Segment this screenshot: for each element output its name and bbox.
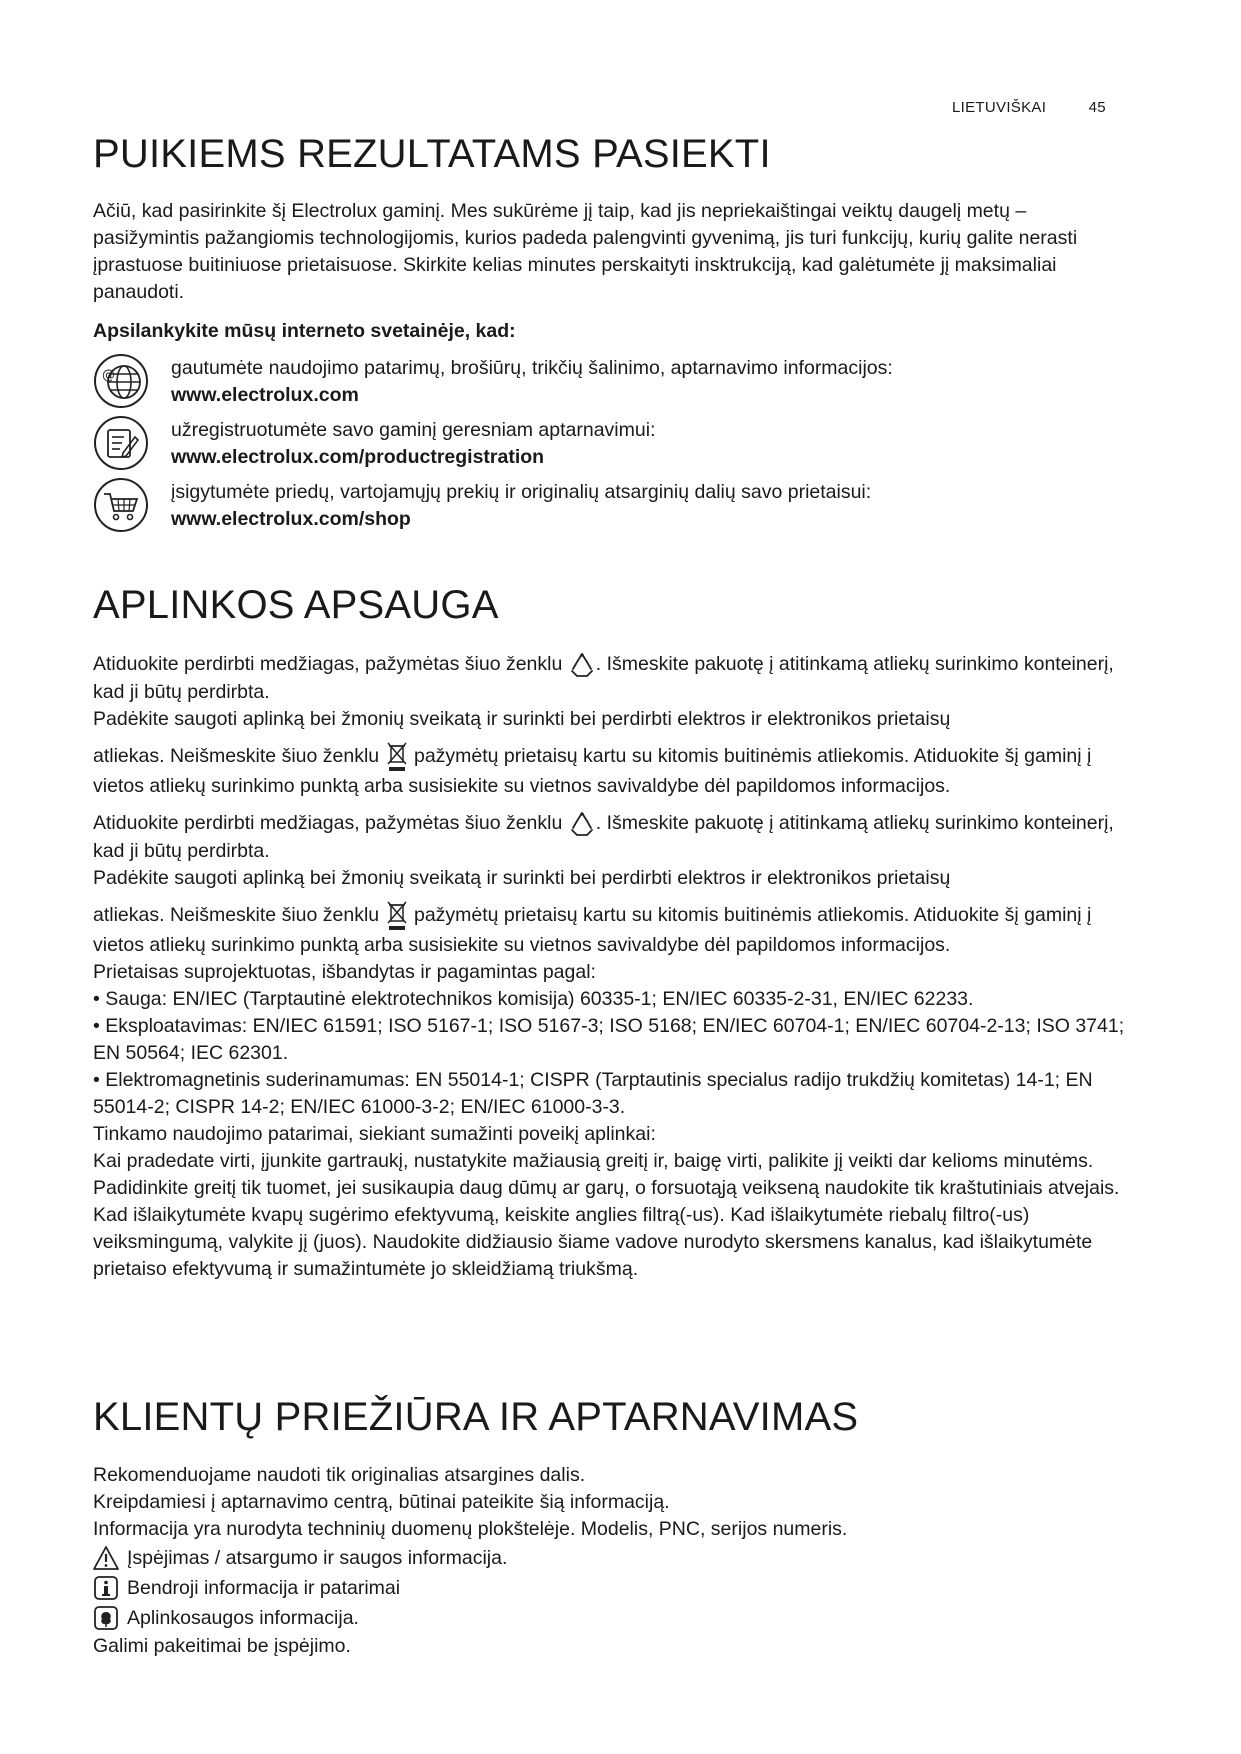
legend-warning [93,1543,1133,1573]
service-line: Rekomenduojame naudoti tik originalias atsargines dalis. [93,1464,586,1486]
recycle-text-b: . Išmeskite pakuotę į atitinkamą atliekų surinkimo konteinerį, kad ji būtų perdirbta. [93,812,1114,862]
intro-block [93,198,1133,541]
warning-icon [93,1545,119,1571]
section-title-environment: APLINKOS APSAUGA [93,583,499,627]
recycle-icon [568,810,596,838]
weee-text-b: pažymėtų prietaisų kartu su kitomis buitinėmis atliekomis. Atiduokite šį gaminį į vietos atliekų surinkimo punktą arba susisiekite su vietnos savivaldybe dėl papildomos informacijos. [93,745,1092,797]
legend-info [93,1573,1133,1603]
globe-icon [93,353,149,409]
svg-text:@: @ [102,368,115,383]
weee-paragraph [93,741,1133,800]
info-icon [93,1575,119,1601]
compliance-performance: • Eksploatavimas: EN/IEC 61591; ISO 5167-1; ISO 5167-3; ISO 5168; EN/IEC 60704-1; EN/IEC 60704-2-13; ISO 3741; EN 50564; IEC 62301. [93,1015,1125,1064]
header-language: LIETUVIŠKAI [952,99,1047,116]
weee-paragraph-start-repeat: Padėkite saugoti aplinką bei žmonių sveikatą ir surinkti bei perdirbti elektros ir elektronikos prietaisų [93,867,951,889]
footer-note: Galimi pakeitimai be įspėjimo. [93,1635,351,1657]
recycle-paragraph [93,651,1133,706]
link-url-electrolux[interactable]: www.electrolux.com [171,384,359,406]
page-number: 45 [1088,99,1106,116]
recycle-icon [568,651,596,679]
weee-paragraph-repeat [93,900,1133,959]
compliance-safety: • Sauga: EN/IEC (Tarptautinė elektrotechnikos komisija) 60335-1; EN/IEC 60335-2-31, EN/IEC 62233. [93,988,974,1010]
tips-heading: Tinkamo naudojimo patarimai, siekiant sumažinti poveikį aplinkai: [93,1123,656,1145]
compliance-intro: Prietaisas suprojektuotas, išbandytas ir pagamintas pagal: [93,961,596,983]
legend-environment [93,1603,1133,1633]
weee-text-b: pažymėtų prietaisų kartu su kitomis buitinėmis atliekomis. Atiduokite šį gaminį į vietos atliekų surinkimo punktą arba susisiekite su vietnos savivaldybe dėl papildomos informacijos. [93,904,1092,956]
service-line: Informacija yra nurodyta techninių duomenų plokštelėje. Modelis, PNC, serijos numeris. [93,1518,848,1540]
recycle-text-a: Atiduokite perdirbti medžiagas, pažymėtas šiuo ženklu [93,812,563,835]
service-block [93,1462,1133,1660]
website-links [93,355,1133,533]
recycle-text-b: . Išmeskite pakuotę į atitinkamą atliekų surinkimo konteinerį, kad ji būtų perdirbta. [93,653,1114,703]
recycle-paragraph-repeat [93,810,1133,865]
link-row-info [93,355,1133,409]
legend-text: Bendroji informacija ir patarimai [127,1577,401,1599]
service-line: Kreipdamiesi į aptarnavimo centrą, būtinai pateikite šią informaciją. [93,1491,670,1513]
section-title-service: KLIENTŲ PRIEŽIŪRA IR APTARNAVIMAS [93,1395,859,1439]
link-row-registration [93,417,1133,471]
tips-paragraph: Kai pradedate virti, įjunkite gartraukį, nustatykite mažiausią greitį ir, baigę virti, palikite jį veikti dar kelioms minutėms. Padidinkite greitį tik tuomet, jei susikaupia daug dūmų ar garų, o forsuotąją veikseną naudokite tik kraštutiniais atvejais. Kad išlaikytumėte kvapų sugėrimo efektyvumą, keiskite anglies filtrą(-us). Kad išlaikytumėte riebalų filtro(-us) veiksmingumą, valykite jį (juos). Naudokite didžiausio šiame vadove nurodyto skersmens kanalus, kad išlaikytumėte prietaiso efektyvumą ir sumažintumėte jo skleidžiamą triukšmą. [93,1150,1120,1280]
crossed-bin-icon [385,741,409,773]
registration-icon [93,415,149,471]
environment-block [93,651,1133,1283]
weee-text-a: atliekas. Neišmeskite šiuo ženklu [93,745,380,768]
link-url-registration[interactable]: www.electrolux.com/productregistration [171,446,545,468]
legend-text: Įspėjimas / atsargumo ir saugos informacija. [127,1547,508,1569]
environment-icon [93,1605,119,1631]
legend-text: Aplinkosaugos informacija. [127,1607,359,1629]
link-description: gautumėte naudojimo patarimų, brošiūrų, trikčių šalinimo, aptarnavimo informacijos: [171,357,893,379]
visit-heading: Apsilankykite mūsų interneto svetainėje, kad: [93,320,516,342]
cart-icon [93,477,149,533]
link-row-shop [93,479,1133,533]
section-title-results: PUIKIEMS REZULTATAMS PASIEKTI [93,132,771,176]
recycle-text-a: Atiduokite perdirbti medžiagas, pažymėtas šiuo ženklu [93,653,563,676]
intro-paragraph: Ačiū, kad pasirinkite šį Electrolux gaminį. Mes sukūrėme jį taip, kad jis nepriekaištingai veiktų daugelį metų – pasižymintis pažangiomis technologijomis, kurios padeda palengvinti gyvenimą, jis turi funkcijų, kurių galite nerasti įprastuose buitiniuose prietaisuose. Skirkite kelias minutes perskaityti insktrukciją, kad galėtumėte jį maksimaliai panaudoti. [93,200,1078,303]
compliance-emc: • Elektromagnetinis suderinamumas: EN 55014-1; CISPR (Tarptautinis specialus radijo trukdžių komitetas) 14-1; EN 55014-2; CISPR 14-2; EN/IEC 61000-3-2; EN/IEC 61000-3-3. [93,1069,1093,1118]
link-description: įsigytumėte priedų, vartojamųjų prekių ir originalių atsarginių dalių savo prietaisui: [171,481,872,503]
weee-paragraph-start: Padėkite saugoti aplinką bei žmonių sveikatą ir surinkti bei perdirbti elektros ir elektronikos prietaisų [93,708,951,730]
link-description: užregistruotumėte savo gaminį geresniam aptarnavimui: [171,419,656,441]
weee-text-a: atliekas. Neišmeskite šiuo ženklu [93,904,380,927]
crossed-bin-icon [385,900,409,932]
link-url-shop[interactable]: www.electrolux.com/shop [171,508,411,530]
running-header [952,99,1106,116]
